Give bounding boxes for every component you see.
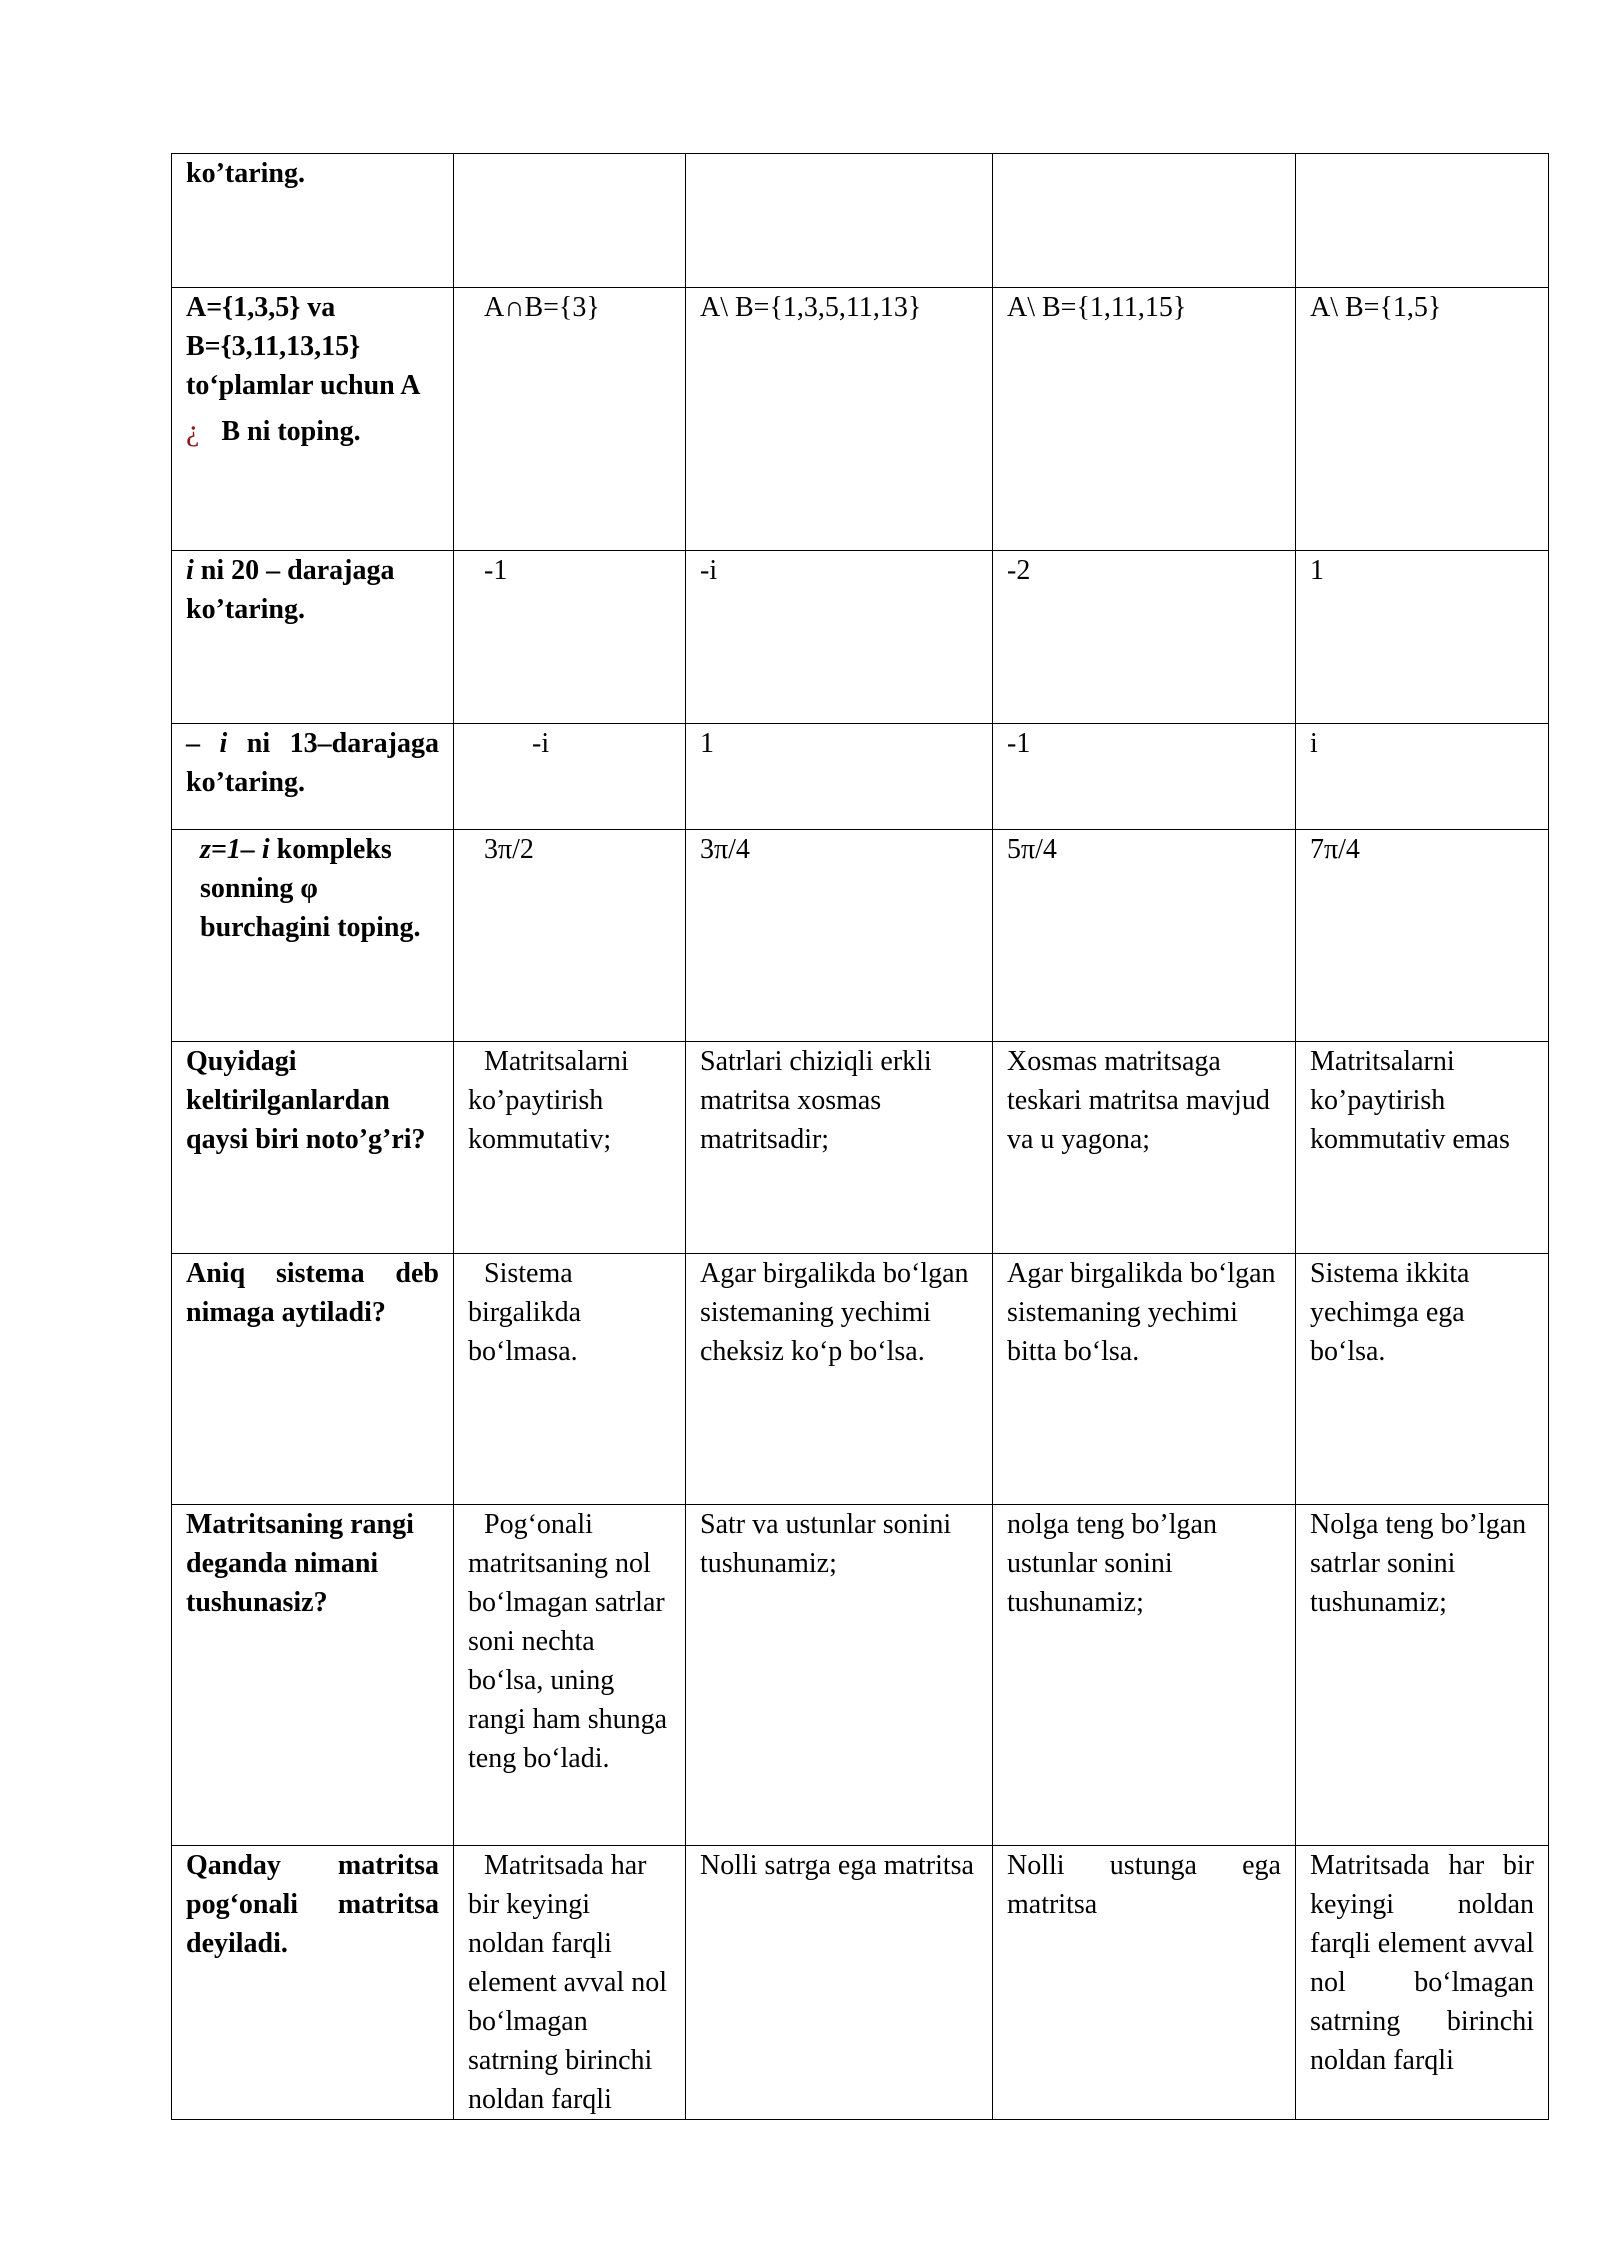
answer-a-cell: Sistema birgalikda bo‘lmasa. (454, 1254, 686, 1505)
answer-d-cell (1296, 154, 1549, 288)
variable-i: i (219, 728, 228, 759)
answer-a-cell: -i (454, 724, 686, 830)
answer-c-cell: -2 (993, 551, 1296, 724)
answer-a-cell: Matritsada har bir keyingi noldan farqli element avval nol bo‘lmagan satrning birinchi noldan farqli (454, 1846, 686, 2120)
answer-c-cell: Xosmas matritsaga teskari matritsa mavjud va u yagona; (993, 1042, 1296, 1254)
answer-b-cell: Nolli satrga ega matritsa (686, 1846, 993, 2120)
answer-b-cell: 1 (686, 724, 993, 830)
variable-i: i (186, 555, 194, 586)
answer-c-cell: nolga teng bo’lgan ustunlar sonini tushunamiz; (993, 1505, 1296, 1846)
table-row (172, 1042, 1549, 1254)
answer-c-cell: -1 (993, 724, 1296, 830)
answer-d-cell: A\ B={1,5} (1296, 288, 1549, 551)
question-line: ¿ B ni toping. (186, 414, 361, 447)
answer-d-cell: 1 (1296, 551, 1549, 724)
answer-a-cell: -1 (454, 551, 686, 724)
answer-c-cell (993, 154, 1296, 288)
complex-number: z=1– i (200, 834, 270, 865)
question-cell: z=1– i kompleks sonning φ burchagini toping. (172, 830, 454, 1042)
answer-b-cell: Agar birgalikda bo‘lgan sistemaning yechimi cheksiz ko‘p bo‘lsa. (686, 1254, 993, 1505)
answer-c-cell: Agar birgalikda bo‘lgan sistemaning yechimi bitta bo‘lsa. (993, 1254, 1296, 1505)
answer-d-cell: Matritsada har bir keyingi noldan farqli element avval nol bo‘lmagan satrning birinchi noldan farqli (1296, 1846, 1549, 2120)
question-cell: Quyidagi keltirilganlardan qaysi biri noto’g’ri? (172, 1042, 454, 1254)
table-row (172, 1254, 1549, 1505)
answer-b-cell (686, 154, 993, 288)
question-cell (172, 288, 454, 551)
table-row (172, 288, 1549, 551)
answer-a-cell: Pog‘onali matritsaning nol bo‘lmagan satrlar soni nechta bo‘lsa, uning rangi ham shunga teng bo‘ladi. (454, 1505, 686, 1846)
answer-d-cell: 7π/4 (1296, 830, 1549, 1042)
question-cell: Matritsaning rangi deganda nimani tushunasiz? (172, 1505, 454, 1846)
question-cell: i ni 20 – darajaga ko’taring. (172, 551, 454, 724)
answer-d-cell: i (1296, 724, 1549, 830)
table-row (172, 830, 1549, 1042)
question-table (171, 153, 1549, 2120)
table-row (172, 551, 1549, 724)
inverted-question-symbol: ¿ (186, 414, 200, 447)
question-cell: Aniq sistema deb nimaga aytiladi? (172, 1254, 454, 1505)
question-line: B={3,11,13,15} (186, 331, 361, 362)
table-row (172, 724, 1549, 830)
question-line: to‘plamlar uchun A (186, 370, 421, 401)
answer-b-cell: Satrlari chiziqli erkli matritsa xosmas matritsadir; (686, 1042, 993, 1254)
table-row (172, 1505, 1549, 1846)
answer-b-cell: A\ B={1,3,5,11,13} (686, 288, 993, 551)
table-row (172, 1846, 1549, 2120)
answer-d-cell: Sistema ikkita yechimga ega bo‘lsa. (1296, 1254, 1549, 1505)
answer-b-cell: Satr va ustunlar sonini tushunamiz; (686, 1505, 993, 1846)
answer-a-cell: 3π/2 (454, 830, 686, 1042)
answer-a-cell: Matritsalarni ko’paytirish kommutativ; (454, 1042, 686, 1254)
answer-c-cell: 5π/4 (993, 830, 1296, 1042)
question-cell: ko’taring. (172, 154, 454, 288)
question-line: A={1,3,5} va (186, 292, 336, 323)
answer-a-cell: A∩B={3} (454, 288, 686, 551)
answer-b-cell: 3π/4 (686, 830, 993, 1042)
table-row (172, 154, 1549, 288)
answer-d-cell: Matritsalarni ko’paytirish kommutativ emas (1296, 1042, 1549, 1254)
answer-c-cell: Nolli ustunga ega matritsa (993, 1846, 1296, 2120)
answer-b-cell: -i (686, 551, 993, 724)
answer-c-cell: A\ B={1,11,15} (993, 288, 1296, 551)
answer-a-cell (454, 154, 686, 288)
answer-d-cell: Nolga teng bo’lgan satrlar sonini tushunamiz; (1296, 1505, 1549, 1846)
question-cell: – i ni 13–darajaga ko’taring. (172, 724, 454, 830)
question-cell: Qanday matritsa pog‘onali matritsa deyiladi. (172, 1846, 454, 2120)
